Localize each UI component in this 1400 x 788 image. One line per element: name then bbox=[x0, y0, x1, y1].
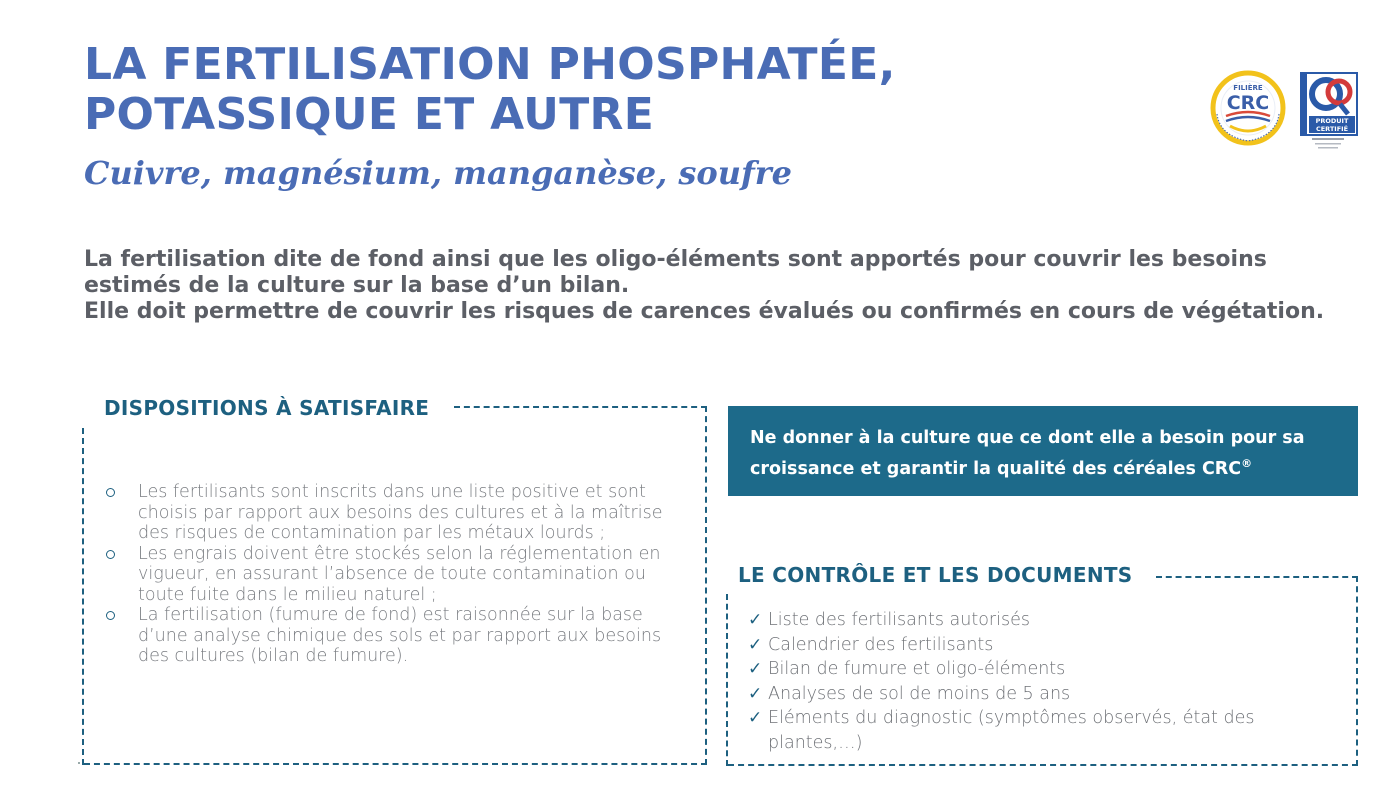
svg-text:CERTIFIÉ: CERTIFIÉ bbox=[1315, 125, 1349, 133]
list-item-text: Eléments du diagnostic (symptômes observés, état des plantes,…) bbox=[768, 708, 1255, 753]
list-item bbox=[748, 608, 1338, 633]
list-item-text: Analyses de sol de moins de 5 ans bbox=[768, 683, 1071, 704]
circle-bullet-icon bbox=[106, 611, 115, 620]
intro-paragraph-2: Elle doit permettre de couvrir les risques de carences évalués ou confirmés en cours de végétation. bbox=[84, 299, 1325, 324]
check-icon: ✓ bbox=[748, 708, 763, 728]
check-icon: ✓ bbox=[748, 683, 763, 704]
list-item bbox=[106, 605, 696, 667]
list-item-text: Liste des fertilisants autorisés bbox=[768, 610, 1030, 630]
check-icon: ✓ bbox=[748, 634, 763, 655]
produit-certifie-logo bbox=[1300, 72, 1360, 152]
dispositions-list bbox=[106, 482, 696, 667]
objective-banner bbox=[728, 406, 1358, 496]
list-item bbox=[748, 706, 1338, 755]
list-item bbox=[748, 657, 1338, 682]
circle-bullet-icon bbox=[106, 488, 115, 497]
svg-text:CRC: CRC bbox=[1226, 92, 1270, 114]
dispositions-frame-left-border bbox=[82, 428, 84, 765]
dispositions-frame-top-border bbox=[454, 406, 707, 408]
page-title-line-1: LA FERTILISATION PHOSPHATÉE, bbox=[84, 39, 896, 90]
list-item-text: Les engrais doivent être stockés selon la réglementation en vigueur, en assurant l’absence de toute contamination ou toute fuite dans le milieu naturel ; bbox=[138, 543, 661, 605]
intro-text bbox=[84, 247, 1354, 325]
controle-documents-list bbox=[748, 608, 1338, 755]
list-item-text: La fertilisation (fumure de fond) est raisonnée sur la base d’une analyse chimique des sols et par rapport aux besoins des cultures (bilan de fumure). bbox=[138, 605, 662, 666]
page-title-line-2: POTASSIQUE ET AUTRE bbox=[84, 89, 655, 140]
list-item-text: Les fertilisants sont inscrits dans une liste positive et sont choisis par rapport aux besoins des cultures et à la maîtrise des risques de contamination par les métaux lourds ; bbox=[138, 482, 663, 543]
svg-text:PRODUIT: PRODUIT bbox=[1315, 117, 1349, 125]
objective-banner-text: Ne donner à la culture que ce dont elle a besoin pour sa croissance et garantir la qualité des céréales CRC bbox=[750, 428, 1305, 479]
svg-text:FILIÈRE: FILIÈRE bbox=[1233, 84, 1263, 92]
controle-title: LE CONTRÔLE ET LES DOCUMENTS bbox=[738, 563, 1133, 587]
registered-mark: ® bbox=[1241, 457, 1253, 470]
controle-frame-left-border bbox=[726, 594, 728, 766]
check-icon: ✓ bbox=[748, 659, 763, 679]
dispositions-title: DISPOSITIONS À SATISFAIRE bbox=[104, 396, 430, 420]
page-subtitle: Cuivre, magnésium, manganèse, soufre bbox=[84, 154, 793, 192]
corner-dot bbox=[78, 762, 80, 764]
list-item bbox=[106, 482, 696, 544]
check-icon: ✓ bbox=[748, 610, 763, 630]
page-title bbox=[84, 40, 896, 140]
list-item bbox=[748, 682, 1338, 707]
filiere-crc-logo bbox=[1208, 70, 1292, 150]
list-item bbox=[748, 633, 1338, 658]
controle-frame-top-border bbox=[1156, 576, 1358, 578]
circle-bullet-icon bbox=[106, 550, 115, 559]
list-item-text: Calendrier des fertilisants bbox=[768, 634, 994, 655]
intro-paragraph-1: La fertilisation dite de fond ainsi que les oligo-éléments sont apportés pour couvrir les besoins estimés de la culture sur la base d’un bilan. bbox=[84, 247, 1267, 298]
list-item bbox=[106, 544, 696, 606]
list-item-text: Bilan de fumure et oligo-éléments bbox=[768, 659, 1066, 679]
